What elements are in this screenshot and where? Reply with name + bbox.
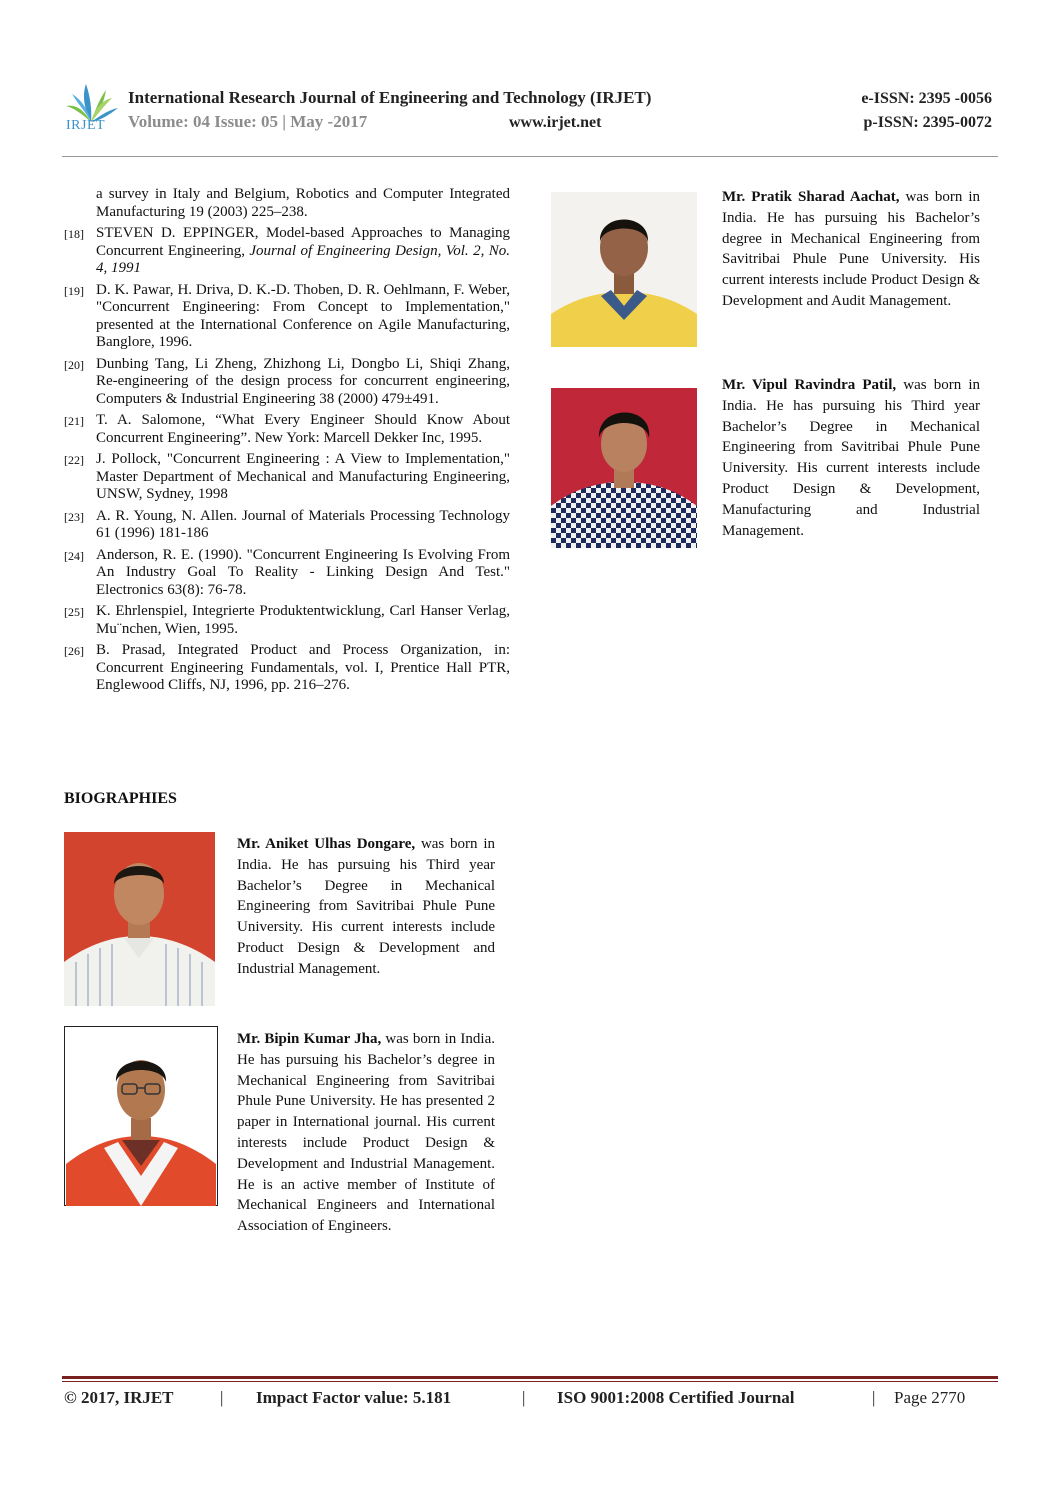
reference-text: T. A. Salomone, “What Every Engineer Should Know About Concurrent Engineering”. New York: Marcell Dekker Inc, 1995. — [96, 412, 510, 446]
reference-item — [62, 186, 510, 221]
footer-iso: ISO 9001:2008 Certified Journal — [557, 1388, 795, 1407]
reference-italic: Journal of Engineering Design, Vol. 2, No. 4, 1991 — [96, 242, 510, 276]
reference-text: Anderson, R. E. (1990). "Concurrent Engineering Is Evolving From An Industry Goal To Reality - Linking Design And Test." Electronics 63(8): 76-78. — [96, 546, 510, 598]
references-list — [62, 186, 510, 699]
reference-item — [62, 412, 510, 447]
author-photo-jha — [64, 1026, 218, 1206]
reference-number: [24] — [64, 548, 84, 563]
journal-title: International Research Journal of Engineering and Technology (IRJET) — [128, 88, 652, 107]
footer-separator: | — [872, 1388, 876, 1407]
biographies-heading: BIOGRAPHIES — [64, 790, 177, 807]
reference-number: [21] — [64, 414, 84, 428]
reference-text: D. K. Pawar, H. Driva, D. K.-D. Thoben, D. R. Oehlmann, F. Weber, "Concurrent Engineering: From Concept to Implementation," presented at the International Conference on Agile Manufacturing, Banglore, 1996. — [96, 281, 510, 350]
reference-text: a survey in Italy and Belgium, Robotics and Computer Integrated Manufacturing 19 (2003) 225–238. — [96, 186, 510, 220]
bio-name: Mr. Pratik Sharad Aachat, — [722, 189, 900, 205]
bio-aachat — [722, 187, 980, 312]
reference-number: [19] — [64, 283, 84, 298]
page-header — [58, 74, 998, 158]
reference-item — [62, 508, 510, 543]
logo-text: IRJET — [66, 118, 106, 133]
footer-rule-thick — [62, 1376, 998, 1379]
footer-page-number: Page 2770 — [894, 1388, 966, 1407]
bio-name: Mr. Bipin Kumar Jha, — [237, 1031, 382, 1047]
reference-item — [62, 282, 510, 352]
reference-number: [26] — [64, 644, 84, 658]
reference-item — [62, 225, 510, 278]
reference-text-wrap — [96, 225, 510, 278]
reference-text: Dunbing Tang, Li Zheng, Zhizhong Li, Dongbo Li, Shiqi Zhang, Re-engineering of the design process for concurrent engineering, Computers & Industrial Engineering 38 (2000) 479±491. — [96, 355, 510, 407]
journal-website: www.irjet.net — [509, 114, 602, 131]
volume-issue: Volume: 04 Issue: 05 | May -2017 — [128, 112, 368, 131]
eissn: e-ISSN: 2395 -0056 — [861, 90, 992, 107]
bio-body: was born in India. He has pursuing his Third year Bachelor’s Degree in Mechanical Engineering from Savitribai Phule Pune University. His current interests include Product Design & Development and Industrial Management. — [237, 836, 495, 977]
reference-text: A. R. Young, N. Allen. Journal of Materials Processing Technology 61 (1996) 181-186 — [96, 507, 510, 541]
author-photo-aachat — [551, 192, 697, 347]
reference-item — [62, 547, 510, 600]
reference-text: K. Ehrlenspiel, Integrierte Produktentwicklung, Carl Hanser Verlag, Mu¨nchen, Wien, 1995. — [96, 603, 510, 637]
reference-item — [62, 642, 510, 695]
author-photo-patil — [551, 388, 697, 548]
reference-number: [22] — [64, 453, 84, 467]
bio-name: Mr. Vipul Ravindra Patil, — [722, 377, 897, 393]
bio-patil — [722, 375, 980, 541]
footer-impact-factor: Impact Factor value: 5.181 — [256, 1388, 452, 1407]
bio-dongare — [237, 834, 495, 980]
author-photo-dongare — [64, 832, 215, 1006]
header-divider — [62, 156, 998, 157]
bio-body: was born in India. He has pursuing his Third year Bachelor’s Degree in Mechanical Engineering from Savitribai Phule Pune University. His current interests include Product Design & Development, Manufacturing and Industrial Management. — [722, 377, 980, 539]
reference-item — [62, 603, 510, 638]
reference-number: [23] — [64, 509, 84, 524]
footer-rule-thin — [62, 1381, 998, 1382]
footer-separator: | — [522, 1388, 526, 1407]
footer-separator: | — [220, 1388, 224, 1407]
reference-number: [18] — [64, 227, 84, 241]
bio-body: was born in India. He has pursuing his Bachelor’s degree in Mechanical Engineering from Savitribai Phule Pune University. His current interests include Product Design & Development and Audit Management. — [722, 189, 980, 309]
footer-copyright: © 2017, IRJET — [64, 1388, 174, 1407]
reference-text: STEVEN D. EPPINGER, Model-based Approaches to Managing Concurrent Engineering, — [96, 225, 510, 259]
reference-text: B. Prasad, Integrated Product and Process Organization, in: Concurrent Engineering Fundamentals, vol. I, Prentice Hall PTR, Englewood Cliffs, NJ, 1996, pp. 216–276. — [96, 642, 510, 693]
reference-number: [25] — [64, 605, 84, 619]
reference-text: J. Pollock, "Concurrent Engineering : A View to Implementation," Master Department of Mechanical and Manufacturing Engineering, UNSW, Sydney, 1998 — [96, 451, 510, 502]
pissn: p-ISSN: 2395-0072 — [863, 114, 992, 131]
bio-body: was born in India. He has pursuing his Bachelor’s degree in Mechanical Engineering from Savitribai Phule Pune University. He has presented 2 paper in International journal. His current interests include Product Design & Development and Industrial Management. He is an active member of Institute of Mechanical Engineers and International Association of Engineers. — [237, 1031, 496, 1235]
reference-item — [62, 451, 510, 504]
reference-number: [20] — [64, 357, 84, 372]
bio-name: Mr. Aniket Ulhas Dongare, — [237, 836, 416, 852]
reference-item — [62, 356, 510, 409]
bio-jha — [237, 1029, 495, 1237]
